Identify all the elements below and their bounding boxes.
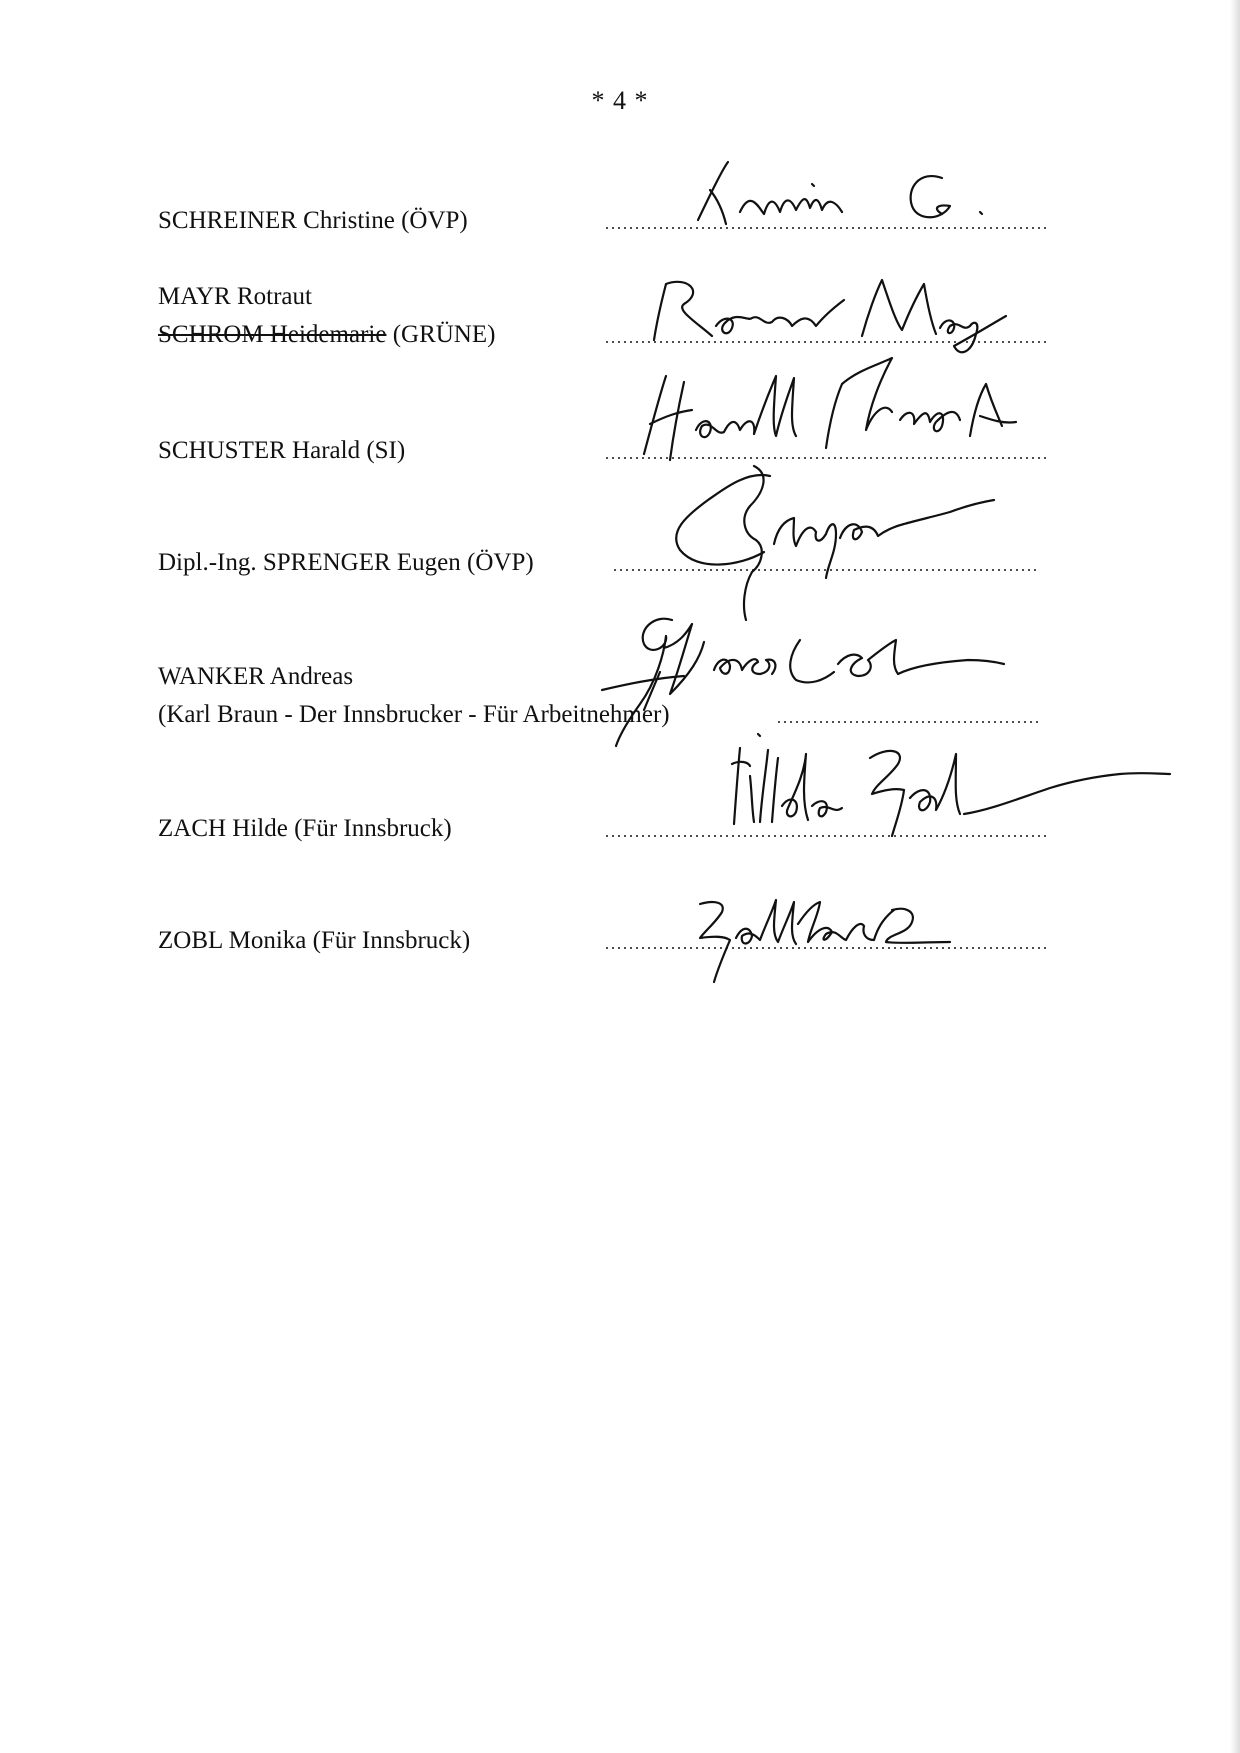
party-suffix: (GRÜNE): [386, 321, 496, 348]
page-number: * 4 *: [591, 86, 649, 115]
struck-name-schrom: SCHROM Heidemarie: [158, 321, 387, 348]
signatory-name-sprenger: Dipl.-Ing. SPRENGER Eugen (ÖVP): [158, 549, 534, 576]
signatory-name-wanker: WANKER Andreas: [158, 663, 354, 690]
signature-zach: [720, 724, 1200, 864]
signature-schuster: [630, 350, 1050, 470]
signatory-name-zach: ZACH Hilde (Für Innsbruck): [158, 815, 452, 842]
signatory-affiliation-wanker: (Karl Braun - Der Innsbrucker - Für Arbeitnehmer): [158, 701, 670, 728]
signatory-name-line-2: [158, 320, 495, 350]
scan-edge-shadow: [1230, 0, 1240, 1753]
signature-schreiner: [680, 150, 1020, 240]
signatory-name-zobl: ZOBL Monika (Für Innsbruck): [158, 927, 471, 954]
signature-zobl: [680, 890, 980, 1000]
signatory-name-schreiner: SCHREINER Christine (ÖVP): [158, 207, 468, 234]
signatory-name-schuster: SCHUSTER Harald (SI): [158, 437, 406, 464]
signatory-name-mayr: MAYR Rotraut: [158, 283, 312, 310]
signature-sprenger: [660, 460, 1040, 630]
signature-mayr: [640, 270, 1040, 360]
